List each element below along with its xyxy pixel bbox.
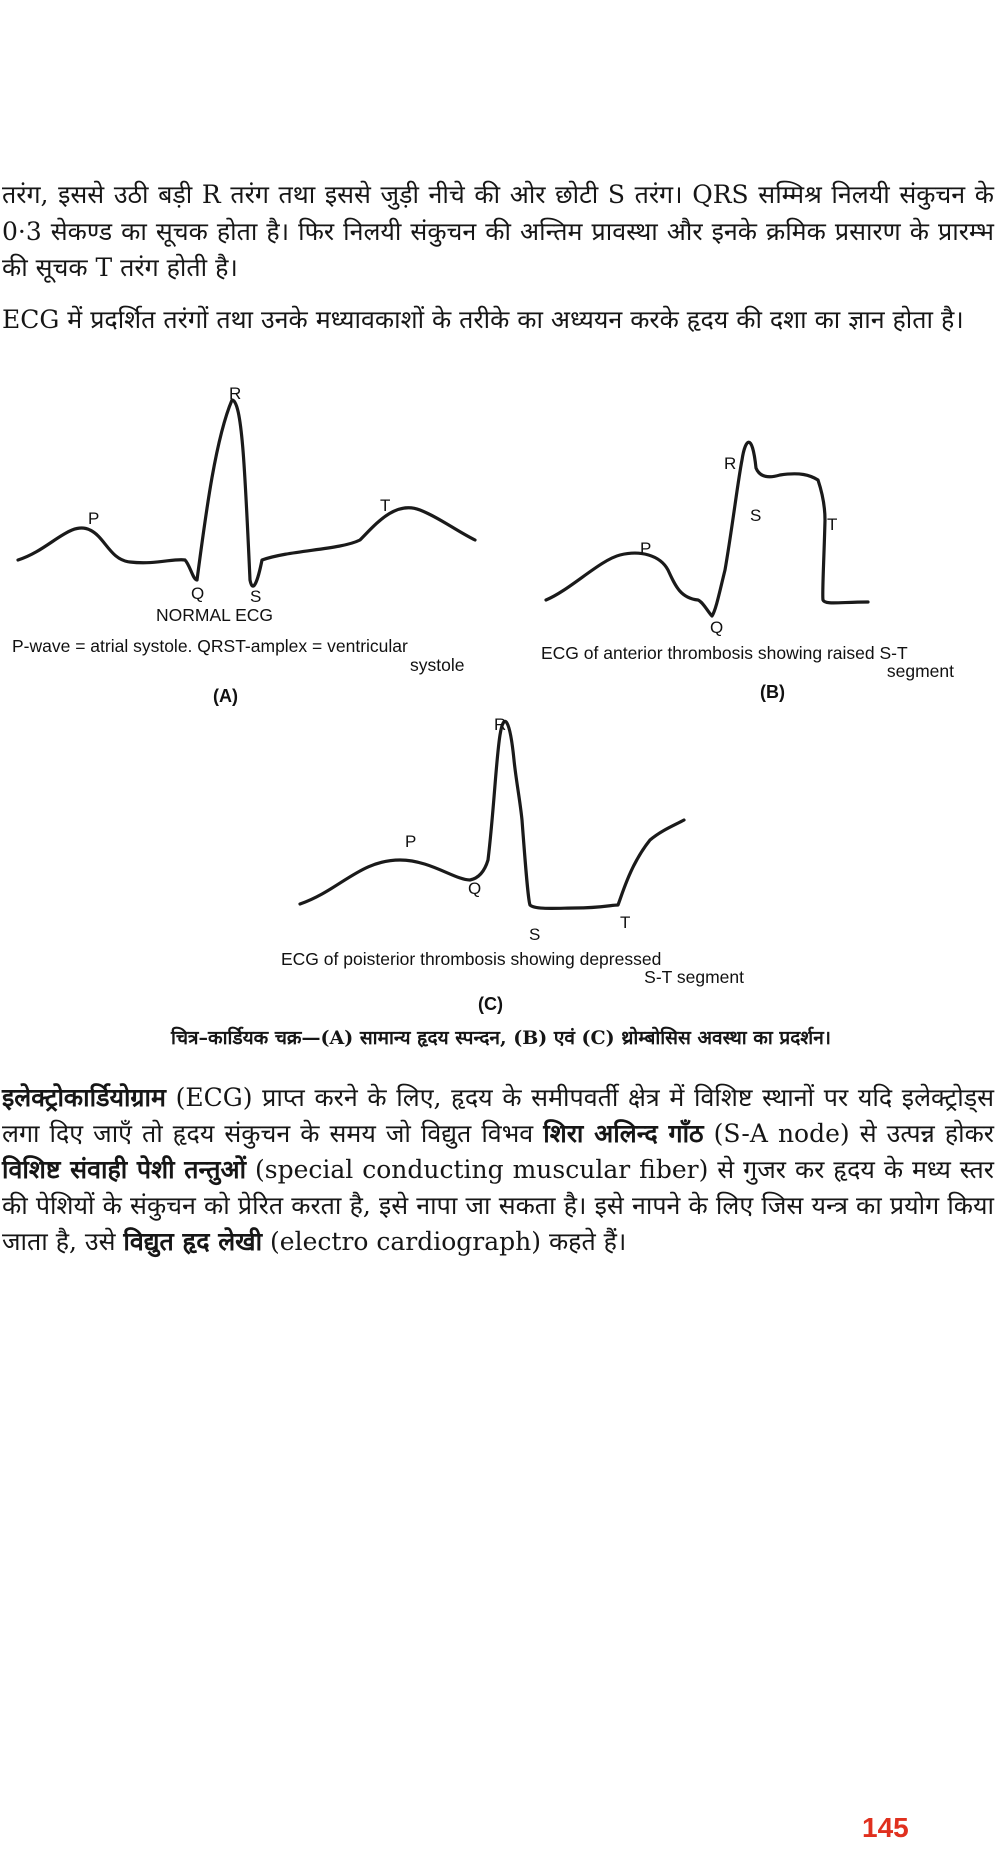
caption-b-line2: segment bbox=[886, 661, 954, 681]
figure-tag-a: (A) bbox=[213, 686, 238, 706]
text-segment: (special conducting muscular fiber) से गुजर कर हृदय के मध्य स्तर की पेशियों के संकुचन को प्रेरित करता है, इसे नापा जा सकता है। इसे नापने के लिए जिस यन्त्र का प्रयोग किया जाता है, उसे bbox=[2, 1155, 994, 1256]
term-electrocardiograph: विद्युत हृद लेखी bbox=[123, 1227, 263, 1256]
term-electrocardiogram: इलेक्ट्रोकार्डियोग्राम bbox=[2, 1083, 166, 1112]
label-q-c: Q bbox=[468, 879, 482, 898]
label-r-b: R bbox=[724, 454, 737, 473]
label-t-b: T bbox=[827, 515, 838, 534]
ecg-panel-c bbox=[281, 715, 744, 1014]
paragraph-electrocardiogram bbox=[2, 1080, 994, 1260]
normal-ecg-title: NORMAL ECG bbox=[156, 605, 274, 625]
text-segment: (electro cardiograph) कहते हैं। bbox=[262, 1227, 627, 1256]
label-t-a: T bbox=[380, 496, 391, 515]
paragraph-ecg-study: ECG में प्रदर्शित तरंगों तथा उनके मध्यावकाशों के तरीके का अध्ययन करके हृदय की दशा का ज्ञान होता है। bbox=[2, 305, 964, 334]
label-r-c: R bbox=[494, 715, 507, 734]
ecg-figure bbox=[0, 380, 1002, 1030]
label-p-a: P bbox=[88, 509, 100, 528]
term-conducting-fibers: विशिष्ट संवाही पेशी तन्तुओं bbox=[2, 1155, 247, 1184]
label-q-a: Q bbox=[191, 584, 205, 603]
label-s-a: S bbox=[250, 587, 262, 606]
caption-c-line1: ECG of poisterior thrombosis showing depressed bbox=[281, 949, 662, 969]
caption-c-line2: S-T segment bbox=[644, 967, 744, 987]
text-segment: (S-A node) से उत्पन्न होकर bbox=[703, 1119, 994, 1148]
ecg-panel-b bbox=[541, 442, 954, 702]
page-number: 145 bbox=[862, 1812, 909, 1843]
paragraph-ecg-waves: तरंग, इससे उठी बड़ी R तरंग तथा इससे जुड़ी नीचे की ओर छोटी S तरंग। QRS सम्मिश्र निलयी संकुचन के 0·3 सेकण्ड का सूचक होता है। फिर निलयी संकुचन की अन्तिम प्रावस्था और इनके क्रमिक प्रसारण के प्रारम्भ की सूचक T तरंग होती है। bbox=[2, 180, 994, 282]
label-p-c: P bbox=[405, 832, 417, 851]
ecg-trace-a bbox=[18, 400, 475, 586]
ecg-trace-c bbox=[300, 721, 684, 908]
label-t-c: T bbox=[620, 913, 631, 932]
label-p-b: P bbox=[640, 539, 652, 558]
text-segment: (ECG) प्राप्त करने के लिए, हृदय के समीपवर्ती क्षेत्र में विशिष्ट स्थानों पर यदि इलेक्ट्रोड्स लगा दिए जाएँ तो हृदय संकुचन के समय जो विद्युत विभव bbox=[2, 1083, 994, 1148]
term-sa-node: शिरा अलिन्द गाँठ bbox=[543, 1119, 704, 1148]
ecg-trace-b bbox=[546, 442, 868, 616]
caption-a-line1: P-wave = atrial systole. QRST-amplex = ventricular bbox=[12, 636, 408, 656]
figure-tag-b: (B) bbox=[760, 682, 785, 702]
figure-tag-c: (C) bbox=[478, 994, 503, 1014]
caption-a-line2: systole bbox=[410, 655, 465, 675]
label-r-a: R bbox=[229, 384, 242, 403]
label-q-b: Q bbox=[710, 618, 724, 637]
ecg-panel-a bbox=[12, 384, 475, 706]
figure-caption: चित्र–कार्डियक चक्र—(A) सामान्य हृदय स्पन्दन, (B) एवं (C) थ्रोम्बोसिस अवस्था का प्रदर्शन। bbox=[171, 1027, 831, 1049]
caption-b-line1: ECG of anterior thrombosis showing raised S-T bbox=[541, 643, 908, 663]
label-s-c: S bbox=[529, 925, 541, 944]
label-s-b: S bbox=[750, 506, 762, 525]
